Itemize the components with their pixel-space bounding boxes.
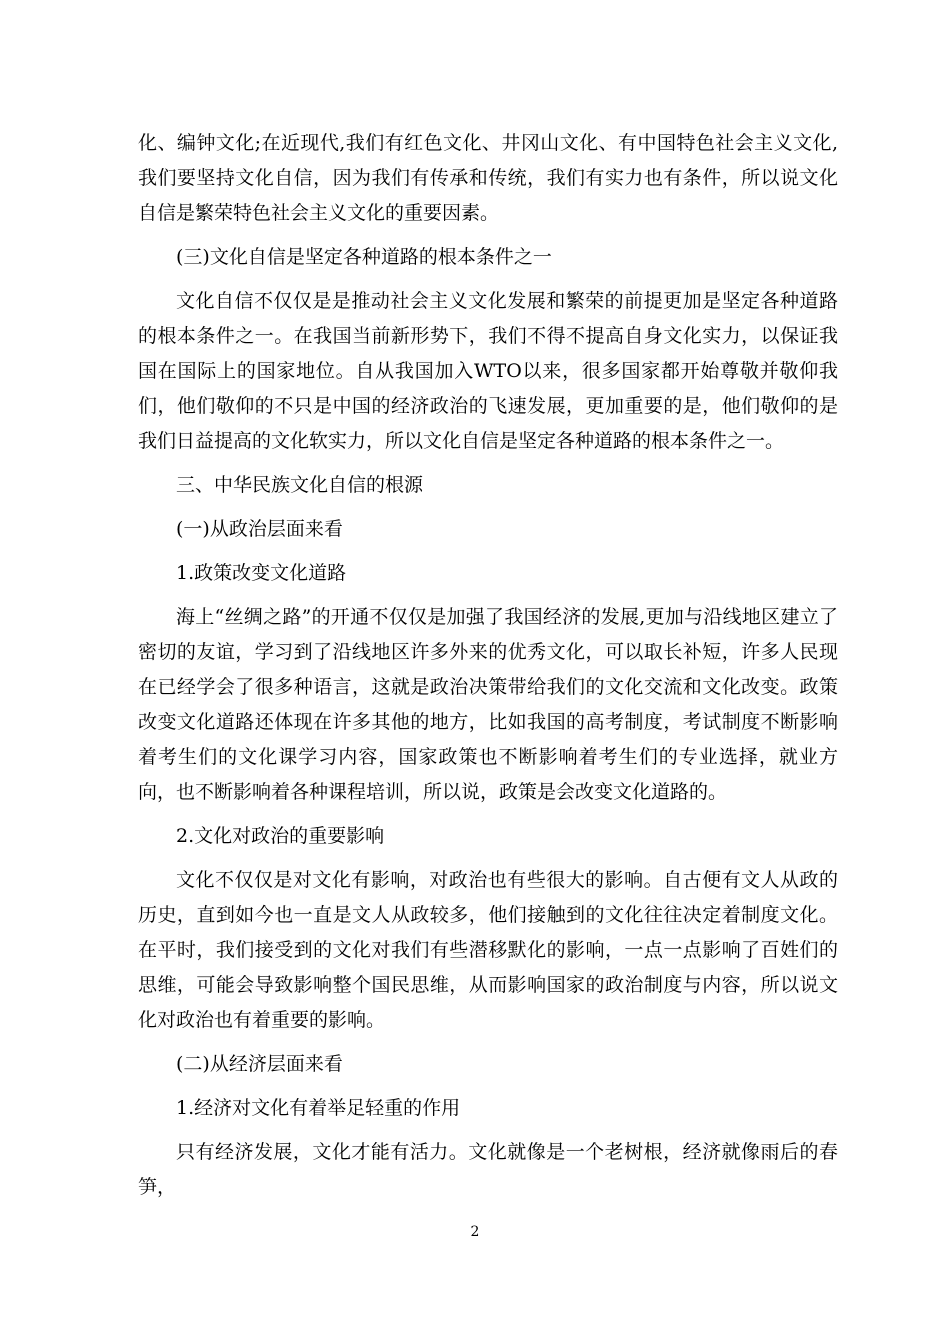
item-heading-policy: 1.政策改变文化道路: [176, 562, 347, 584]
document-page: [138, 126, 838, 1214]
paragraph-continuation: 化、编钟文化;在近现代,我们有红色文化、井冈山文化、有中国特色社会主义文化,我们要坚持文化自信，因为我们有传承和传统，我们有实力也有条件，所以说文化自信是繁荣特色社会主义文化的重要因素。: [138, 132, 838, 224]
subsection-heading-political: (一)从政治层面来看: [176, 518, 343, 540]
heading-cultural-confidence-foundation: (三)文化自信是坚定各种道路的根本条件之一: [176, 246, 552, 268]
item-heading-culture-politics: 2.文化对政治的重要影响: [176, 825, 385, 847]
section-heading-roots: 三、中华民族文化自信的根源: [176, 474, 424, 496]
paragraph-body: 只有经济发展，文化才能有活力。文化就像是一个老树根，经济就像雨后的春笋，: [138, 1141, 838, 1198]
paragraph-body: 海上“丝绸之路”的开通不仅仅是加强了我国经济的发展,更加与沿线地区建立了密切的友谊，学习到了沿线地区许多外来的优秀文化，可以取长补短，许多人民现在已经学会了很多种语言，这就是政治决策带给我们的文化交流和文化改变。政策改变文化道路还体现在许多其他的地方，比如我国的高考制度，考试制度不断影响着考生们的文化课学习内容，国家政策也不断影响着考生们的专业选择，就业方向，也不断影响着各种课程培训，所以说，政策是会改变文化道路的。: [138, 606, 838, 803]
subsection-heading-economic: (二)从经济层面来看: [176, 1053, 343, 1075]
paragraph-body: 文化自信不仅仅是是推动社会主义文化发展和繁荣的前提更加是坚定各种道路的根本条件之一。在我国当前新形势下，我们不得不提高自身文化实力，以保证我国在国际上的国家地位。自从我国加入WTO以来，很多国家都开始尊敬并敬仰我们，他们敬仰的不只是中国的经济政治的飞速发展，更加重要的是，他们敬仰的是我们日益提高的文化软实力，所以文化自信是坚定各种道路的根本条件之一。: [138, 290, 838, 452]
paragraph-body: 文化不仅仅是对文化有影响，对政治也有些很大的影响。自古便有文人从政的历史，直到如今也一直是文人从政较多，他们接触到的文化往往决定着制度文化。在平时，我们接受到的文化对我们有些潜移默化的影响，一点一点影响了百姓们的思维，可能会导致影响整个国民思维，从而影响国家的政治制度与内容，所以说文化对政治也有着重要的影响。: [138, 869, 838, 1031]
page-number: 2: [470, 1224, 480, 1240]
item-heading-economy-culture: 1.经济对文化有着举足轻重的作用: [176, 1097, 461, 1119]
